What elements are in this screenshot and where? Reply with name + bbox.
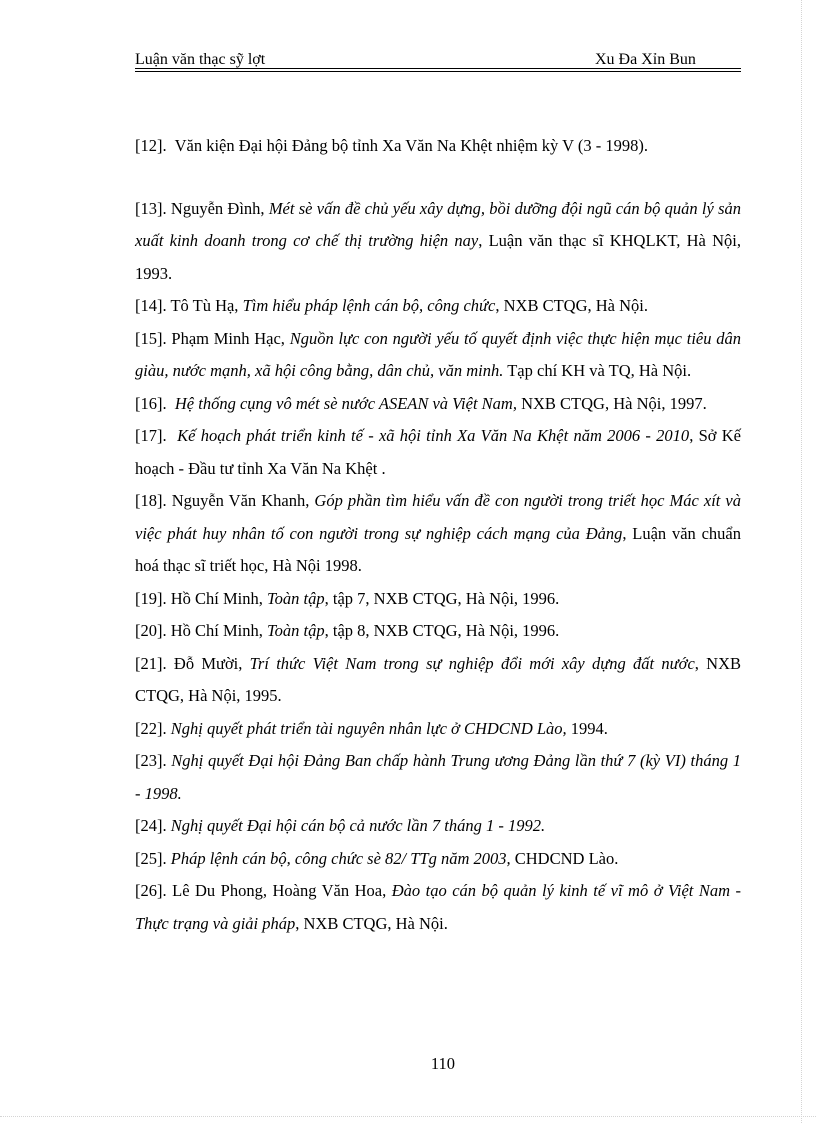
reference-details: CHDCND Lào. — [510, 848, 619, 868]
header-rule-double — [135, 71, 741, 72]
reference-title: Nghị quyết phát triển tài nguyên nhân lực ở CHDCND Lào, — [170, 718, 567, 738]
reference-item — [135, 420, 741, 485]
reference-number: [21]. — [135, 653, 167, 673]
reference-details: , Luận văn chuẩn hoá thạc sĩ triết học, Hà Nội 1998. — [135, 523, 741, 575]
reference-title: Pháp lệnh cán bộ, công chức sè 82/ TTg năm 2003, — [170, 848, 511, 868]
reference-details: , NXB CTQG, Hà Nội. — [295, 913, 448, 933]
reference-text: Văn kiện Đại hội Đảng bộ tỉnh Xa Văn Na Khệt nhiệm kỳ V (3 - 1998). — [174, 136, 648, 155]
reference-text: Lê Du Phong, Hoàng Văn Hoa, — [172, 881, 392, 900]
reference-item — [135, 193, 741, 291]
reference-title: Hệ thống cụng vô mét sè nước ASEAN và Việt Nam, — [174, 393, 517, 413]
header-author-name: Xu Đa Xỉn Bun — [595, 51, 696, 68]
reference-title: Đào tạo cán bộ quản lý kinh tế vĩ mô ở Việt Nam - Thực trạng và giải pháp — [135, 881, 741, 933]
reference-text: Nguyễn Văn Khanh, — [171, 491, 315, 510]
reference-title: Nghị quyết Đại hội cán bộ cả nước lần 7 tháng 1 - 1992. — [170, 816, 546, 835]
reference-text: Phạm Minh Hạc, — [171, 328, 290, 348]
reference-details: , NXB CTQG, Hà Nội. — [495, 296, 648, 315]
reference-details: Tạp chí KH và TQ, Hà Nội. — [503, 361, 692, 380]
reference-details: NXB CTQG, Hà Nội, 1997. — [516, 393, 707, 413]
reference-item — [135, 290, 741, 323]
reference-item — [135, 713, 741, 746]
reference-title: Trí thức Việt Nam trong sự nghiệp đổi mới xây dựng đất nước — [249, 653, 695, 673]
reference-number: [24]. — [135, 816, 167, 835]
reference-item — [135, 745, 741, 810]
reference-number: [25]. — [135, 848, 167, 868]
reference-list — [135, 130, 741, 940]
reference-text: Nguyễn Đình, — [170, 198, 269, 218]
reference-number: [14]. — [135, 296, 167, 315]
reference-number: [18]. — [135, 491, 167, 510]
reference-details: , tập 8, NXB CTQG, Hà Nội, 1996. — [324, 621, 560, 640]
reference-details: 1994. — [566, 718, 608, 738]
reference-title: Nghị quyết Đại hội Đảng Ban chấp hành Trung ương Đảng lần thứ 7 (kỳ VI) tháng 1 - 1998. — [135, 751, 742, 803]
reference-number: [20]. — [135, 621, 167, 640]
reference-number: [23]. — [135, 751, 167, 770]
reference-text: Đỗ Mười, — [173, 653, 250, 673]
reference-item — [135, 130, 741, 163]
reference-number: [16]. — [135, 393, 167, 413]
reference-details: , Luận văn thạc sĩ KHQLKT, Hà Nội, 1993. — [135, 231, 741, 283]
reference-number: [26]. — [135, 881, 167, 900]
reference-number: [13]. — [135, 198, 167, 218]
reference-details: , NXB CTQG, Hà Nội, 1995. — [135, 653, 742, 705]
page-edge-bottom — [0, 1116, 816, 1117]
reference-item — [135, 323, 741, 388]
reference-item — [135, 875, 741, 940]
reference-title: Nguồn lực con người yếu tố quyết định việc thực hiện mục tiêu dân giàu, nước mạnh, xã hội công bằng, dân chủ, văn minh. — [135, 328, 742, 380]
reference-title: Kế hoạch phát triển kinh tế - xã hội tỉnh Xa Văn Na Khệt năm 2006 - 2010 — [177, 426, 690, 445]
reference-title: Mét sè vấn đề chủ yếu xây dựng, bồi dưỡng đội ngũ cán bộ quản lý sản xuất kinh doanh trong cơ chế thị trường hiện nay — [135, 198, 742, 250]
reference-item — [135, 843, 741, 876]
reference-number: [12]. — [135, 136, 167, 155]
reference-number: [19]. — [135, 588, 167, 608]
header-thesis-label: Luận văn thạc sỹ lợt — [135, 51, 266, 68]
reference-details: , Sở Kế hoạch - Đầu tư tỉnh Xa Văn Na Khệt . — [135, 426, 741, 478]
header-rule — [135, 68, 741, 69]
reference-title: Toàn tập — [267, 621, 325, 640]
reference-title: Tìm hiểu pháp lệnh cán bộ, công chức — [242, 296, 496, 315]
reference-item — [135, 485, 741, 583]
reference-details: , tập 7, NXB CTQG, Hà Nội, 1996. — [324, 588, 560, 608]
reference-title: Góp phần tìm hiểu vấn đề con người trong triết học Mác xít và việc phát huy nhân tố con người trong sự nghiệp cách mạng của Đảng — [135, 491, 742, 543]
page-number: 110 — [430, 1054, 456, 1073]
reference-item — [135, 583, 741, 616]
page-edge-right — [801, 0, 802, 1123]
reference-title: Toàn tập — [267, 588, 325, 608]
reference-text: Hồ Chí Minh, — [170, 588, 268, 608]
running-header — [135, 50, 741, 94]
reference-item — [135, 388, 741, 421]
reference-number: [17]. — [135, 426, 167, 445]
reference-text: Hồ Chí Minh, — [170, 621, 268, 640]
reference-number: [15]. — [135, 328, 167, 348]
reference-number: [22]. — [135, 718, 167, 738]
reference-item — [135, 615, 741, 648]
reference-item — [135, 810, 741, 843]
reference-item — [135, 648, 741, 713]
reference-text: Tô Tù Hạ, — [170, 296, 243, 315]
